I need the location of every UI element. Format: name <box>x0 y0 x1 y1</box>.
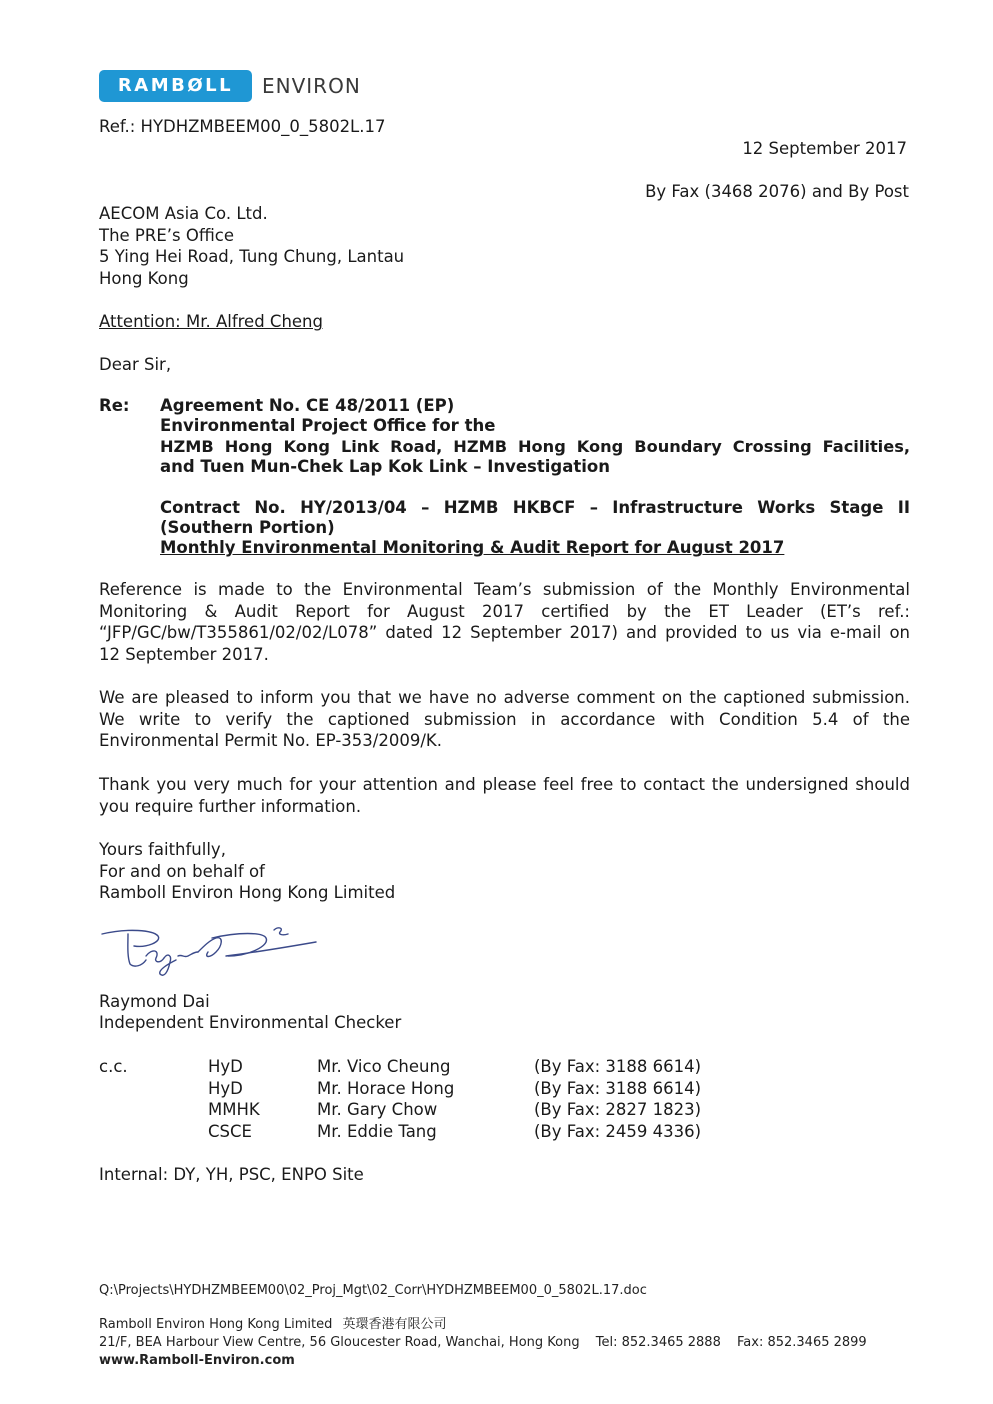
address-line: AECOM Asia Co. Ltd. <box>99 204 268 223</box>
closing-block <box>99 839 395 904</box>
body-paragraph-2 <box>99 687 910 752</box>
footer-tel: Tel: 852.3465 2888 <box>595 1335 721 1350</box>
environ-logo-text: ENVIRON <box>262 74 361 98</box>
salutation: Dear Sir, <box>99 355 172 374</box>
cc-org: HyD <box>208 1078 243 1098</box>
cc-row <box>208 1121 701 1143</box>
paragraph-line: you require further information. <box>99 796 362 816</box>
cc-table <box>208 1056 701 1143</box>
recipient-address <box>99 203 404 290</box>
address-line: The PRE’s Office <box>99 225 235 245</box>
reference-number: Ref.: HYDHZMBEEM00_0_5802L.17 <box>99 117 386 136</box>
paragraph-line: Monitoring & Audit Report for August 2017 certified by the ET Leader (ET’s ref.: <box>99 601 910 621</box>
cc-row <box>208 1078 701 1100</box>
subject-block <box>160 396 910 559</box>
cc-org: MMHK <box>208 1100 260 1120</box>
closing-line: Ramboll Environ Hong Kong Limited <box>99 883 396 903</box>
cc-name: Mr. Eddie Tang <box>317 1122 437 1142</box>
paragraph-line: “JFP/GC/bw/T355861/02/02/L078” dated 12 September 2017) and provided to us via e-mail on <box>99 623 910 643</box>
letter-date: 12 September 2017 <box>742 139 907 158</box>
handwritten-signature <box>98 922 320 982</box>
paragraph-line: Environmental Permit No. EP-353/2009/K. <box>99 731 442 751</box>
signatory-title: Independent Environmental Checker <box>99 1013 402 1032</box>
cc-fax: (By Fax: 2459 4336) <box>534 1122 702 1142</box>
internal-distribution: Internal: DY, YH, PSC, ENPO Site <box>99 1165 364 1184</box>
cc-name: Mr. Vico Cheung <box>317 1057 451 1076</box>
company-name-chinese: 英環香港有限公司 <box>342 1317 447 1332</box>
paragraph-line: Reference is made to the Environmental Team’s submission of the Monthly Environmental <box>99 580 910 599</box>
closing-line: Yours faithfully, <box>99 840 226 859</box>
paragraph-line: 12 September 2017. <box>99 645 269 665</box>
paragraph-line: We write to verify the captioned submission in accordance with Condition 5.4 of the <box>99 709 910 729</box>
contract-line: (Southern Portion) <box>160 518 335 538</box>
contract-line: Contract No. HY/2013/04 – HZMB HKBCF – Infrastructure Works Stage II <box>160 497 910 517</box>
subject-line: Agreement No. CE 48/2011 (EP) <box>160 396 455 415</box>
closing-line: For and on behalf of <box>99 861 265 881</box>
re-label: Re: <box>99 396 130 415</box>
file-path: Q:\Projects\HYDHZMBEEM00\02_Proj_Mgt\02_Corr\HYDHZMBEEM00_0_5802L.17.doc <box>99 1283 647 1298</box>
signatory-name: Raymond Dai <box>99 992 210 1011</box>
cc-org: CSCE <box>208 1122 252 1142</box>
cc-fax: (By Fax: 3188 6614) <box>534 1078 702 1098</box>
footer-fax: Fax: 852.3465 2899 <box>737 1335 867 1350</box>
ramboll-logo: RAMBØLL <box>99 70 252 102</box>
footer-company <box>99 1316 447 1334</box>
company-name: Ramboll Environ Hong Kong Limited <box>99 1317 333 1332</box>
delivery-method: By Fax (3468 2076) and By Post <box>645 182 909 201</box>
body-paragraph-3 <box>99 774 910 817</box>
cc-org: HyD <box>208 1057 243 1076</box>
paragraph-line: We are pleased to inform you that we have no adverse comment on the captioned submission. <box>99 688 910 707</box>
footer-website[interactable]: www.Ramboll-Environ.com <box>99 1353 295 1368</box>
footer-contact <box>99 1334 867 1352</box>
cc-label: c.c. <box>99 1057 128 1076</box>
paragraph-line: Thank you very much for your attention and please feel free to contact the undersigned should <box>99 775 910 794</box>
cc-row <box>208 1056 701 1078</box>
cc-name: Mr. Horace Hong <box>317 1078 455 1098</box>
attention-line: Attention: Mr. Alfred Cheng <box>99 312 323 331</box>
footer-address: 21/F, BEA Harbour View Centre, 56 Gloucester Road, Wanchai, Hong Kong <box>99 1335 580 1350</box>
body-paragraph-1 <box>99 579 910 666</box>
address-line: Hong Kong <box>99 269 189 289</box>
cc-row <box>208 1099 701 1121</box>
report-title: Monthly Environmental Monitoring & Audit Report for August 2017 <box>160 538 785 558</box>
address-line: 5 Ying Hei Road, Tung Chung, Lantau <box>99 247 405 267</box>
cc-fax: (By Fax: 3188 6614) <box>534 1057 702 1076</box>
cc-name: Mr. Gary Chow <box>317 1100 438 1120</box>
subject-line: and Tuen Mun-Chek Lap Kok Link – Investigation <box>160 457 610 477</box>
subject-line: HZMB Hong Kong Link Road, HZMB Hong Kong Boundary Crossing Facilities, <box>160 436 910 456</box>
cc-fax: (By Fax: 2827 1823) <box>534 1100 702 1120</box>
subject-line: Environmental Project Office for the <box>160 416 496 436</box>
